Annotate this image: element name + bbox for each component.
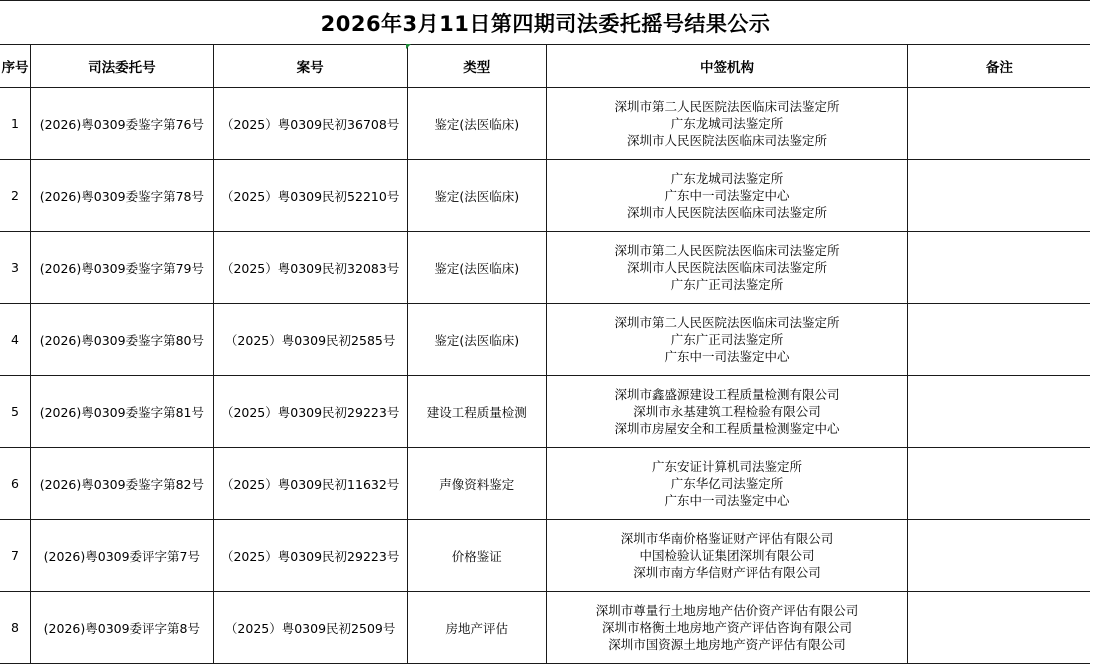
institution-name: 深圳市第二人民医院法医临床司法鉴定所 xyxy=(614,243,840,258)
row-entrust-no-cell[interactable]: (2026)粤0309委评字第8号 xyxy=(30,592,213,664)
row-institutions-cell[interactable] xyxy=(547,88,908,160)
row-entrust-no-cell[interactable]: (2026)粤0309委鉴字第82号 xyxy=(30,448,213,520)
table-row xyxy=(0,592,1092,664)
row-type-cell[interactable]: 鉴定(法医临床) xyxy=(407,88,547,160)
institution-name: 深圳市人民医院法医临床司法鉴定所 xyxy=(626,205,827,220)
row-institutions-cell[interactable] xyxy=(547,520,908,592)
row-institutions-cell[interactable] xyxy=(547,304,908,376)
institution-name: 深圳市永基建筑工程检验有限公司 xyxy=(633,404,821,419)
institution-name: 中国检验认证集团深圳有限公司 xyxy=(639,548,815,563)
header-institutions[interactable]: 中签机构 xyxy=(547,45,908,88)
header-case-no[interactable]: 案号 xyxy=(213,45,407,88)
row-entrust-no-cell[interactable]: (2026)粤0309委鉴字第78号 xyxy=(30,160,213,232)
institution-name: 深圳市人民医院法医临床司法鉴定所 xyxy=(626,133,827,148)
institution-name: 广东华亿司法鉴定所 xyxy=(670,476,784,491)
institution-name: 广东广正司法鉴定所 xyxy=(670,277,784,292)
table-row xyxy=(0,160,1092,232)
institution-name: 深圳市鑫盛源建设工程质量检测有限公司 xyxy=(614,387,840,402)
row-institutions-cell[interactable] xyxy=(547,376,908,448)
institution-name: 广东安证计算机司法鉴定所 xyxy=(651,459,802,474)
row-entrust-no-cell[interactable]: (2026)粤0309委鉴字第76号 xyxy=(30,88,213,160)
institution-name: 广东龙城司法鉴定所 xyxy=(670,171,784,186)
institution-name: 广东中一司法鉴定中心 xyxy=(664,188,790,203)
row-case-no-cell[interactable]: （2025）粤0309民初32083号 xyxy=(213,232,407,304)
row-type-cell[interactable]: 价格鉴证 xyxy=(407,520,547,592)
row-entrust-no-cell[interactable]: (2026)粤0309委鉴字第80号 xyxy=(30,304,213,376)
row-case-no-cell[interactable]: （2025）粤0309民初2585号 xyxy=(213,304,407,376)
row-remarks-cell[interactable] xyxy=(907,232,1091,304)
table-row xyxy=(0,448,1092,520)
row-type-cell[interactable]: 房地产评估 xyxy=(407,592,547,664)
sheet-title-cell[interactable] xyxy=(0,1,1092,45)
table-row xyxy=(0,304,1092,376)
row-seq-cell[interactable]: 1 xyxy=(0,88,30,160)
row-type-cell[interactable]: 鉴定(法医临床) xyxy=(407,232,547,304)
table-row xyxy=(0,520,1092,592)
institution-name: 广东中一司法鉴定中心 xyxy=(664,493,790,508)
row-seq-cell[interactable]: 8 xyxy=(0,592,30,664)
header-row xyxy=(0,45,1092,88)
row-seq-cell[interactable]: 2 xyxy=(0,160,30,232)
row-entrust-no-cell[interactable]: (2026)粤0309委鉴字第79号 xyxy=(30,232,213,304)
table-row xyxy=(0,376,1092,448)
institution-name: 深圳市南方华信财产评估有限公司 xyxy=(633,565,821,580)
row-seq-cell[interactable]: 6 xyxy=(0,448,30,520)
institution-name: 深圳市人民医院法医临床司法鉴定所 xyxy=(626,260,827,275)
row-case-no-cell[interactable]: （2025）粤0309民初29223号 xyxy=(213,520,407,592)
row-type-cell[interactable]: 鉴定(法医临床) xyxy=(407,160,547,232)
row-remarks-cell[interactable] xyxy=(907,520,1091,592)
row-institutions-cell[interactable] xyxy=(547,160,908,232)
institution-name: 深圳市第二人民医院法医临床司法鉴定所 xyxy=(614,315,840,330)
header-remarks[interactable]: 备注 xyxy=(907,45,1091,88)
row-case-no-cell[interactable]: （2025）粤0309民初2509号 xyxy=(213,592,407,664)
row-remarks-cell[interactable] xyxy=(907,304,1091,376)
row-seq-cell[interactable]: 5 xyxy=(0,376,30,448)
row-seq-cell[interactable]: 7 xyxy=(0,520,30,592)
institution-name: 深圳市格衡土地房地产资产评估咨询有限公司 xyxy=(601,620,852,635)
row-remarks-cell[interactable] xyxy=(907,592,1091,664)
row-case-no-cell[interactable]: （2025）粤0309民初52210号 xyxy=(213,160,407,232)
row-institutions-cell[interactable] xyxy=(547,592,908,664)
row-seq-cell[interactable]: 3 xyxy=(0,232,30,304)
row-institutions-cell[interactable] xyxy=(547,448,908,520)
row-institutions-cell[interactable] xyxy=(547,232,908,304)
row-case-no-cell[interactable]: （2025）粤0309民初11632号 xyxy=(213,448,407,520)
institution-name: 深圳市房屋安全和工程质量检测鉴定中心 xyxy=(614,421,840,436)
row-case-no-cell[interactable]: （2025）粤0309民初29223号 xyxy=(213,376,407,448)
row-type-cell[interactable]: 建设工程质量检测 xyxy=(407,376,547,448)
row-type-cell[interactable]: 声像资料鉴定 xyxy=(407,448,547,520)
header-entrust-no[interactable]: 司法委托号 xyxy=(30,45,213,88)
row-remarks-cell[interactable] xyxy=(907,160,1091,232)
table-row xyxy=(0,88,1092,160)
institution-name: 广东广正司法鉴定所 xyxy=(670,332,784,347)
row-type-cell[interactable]: 鉴定(法医临床) xyxy=(407,304,547,376)
row-entrust-no-cell[interactable]: (2026)粤0309委评字第7号 xyxy=(30,520,213,592)
row-remarks-cell[interactable] xyxy=(907,376,1091,448)
institution-name: 深圳市尊量行土地房地产估价资产评估有限公司 xyxy=(595,603,859,618)
institution-name: 深圳市第二人民医院法医临床司法鉴定所 xyxy=(614,99,840,114)
comment-marker-icon xyxy=(406,44,411,49)
row-entrust-no-cell[interactable]: (2026)粤0309委鉴字第81号 xyxy=(30,376,213,448)
table-row xyxy=(0,232,1092,304)
sheet-title: 2026年3月11日第四期司法委托摇号结果公示 xyxy=(320,11,771,36)
row-remarks-cell[interactable] xyxy=(907,448,1091,520)
institution-name: 深圳市华南价格鉴证财产评估有限公司 xyxy=(620,531,834,546)
header-type[interactable]: 类型 xyxy=(407,45,547,88)
row-case-no-cell[interactable]: （2025）粤0309民初36708号 xyxy=(213,88,407,160)
header-seq[interactable]: 序号 xyxy=(0,45,30,88)
institution-name: 广东龙城司法鉴定所 xyxy=(670,116,784,131)
row-seq-cell[interactable]: 4 xyxy=(0,304,30,376)
row-remarks-cell[interactable] xyxy=(907,88,1091,160)
institution-name: 广东中一司法鉴定中心 xyxy=(664,349,790,364)
institution-name: 深圳市国资源土地房地产资产评估有限公司 xyxy=(608,637,846,652)
